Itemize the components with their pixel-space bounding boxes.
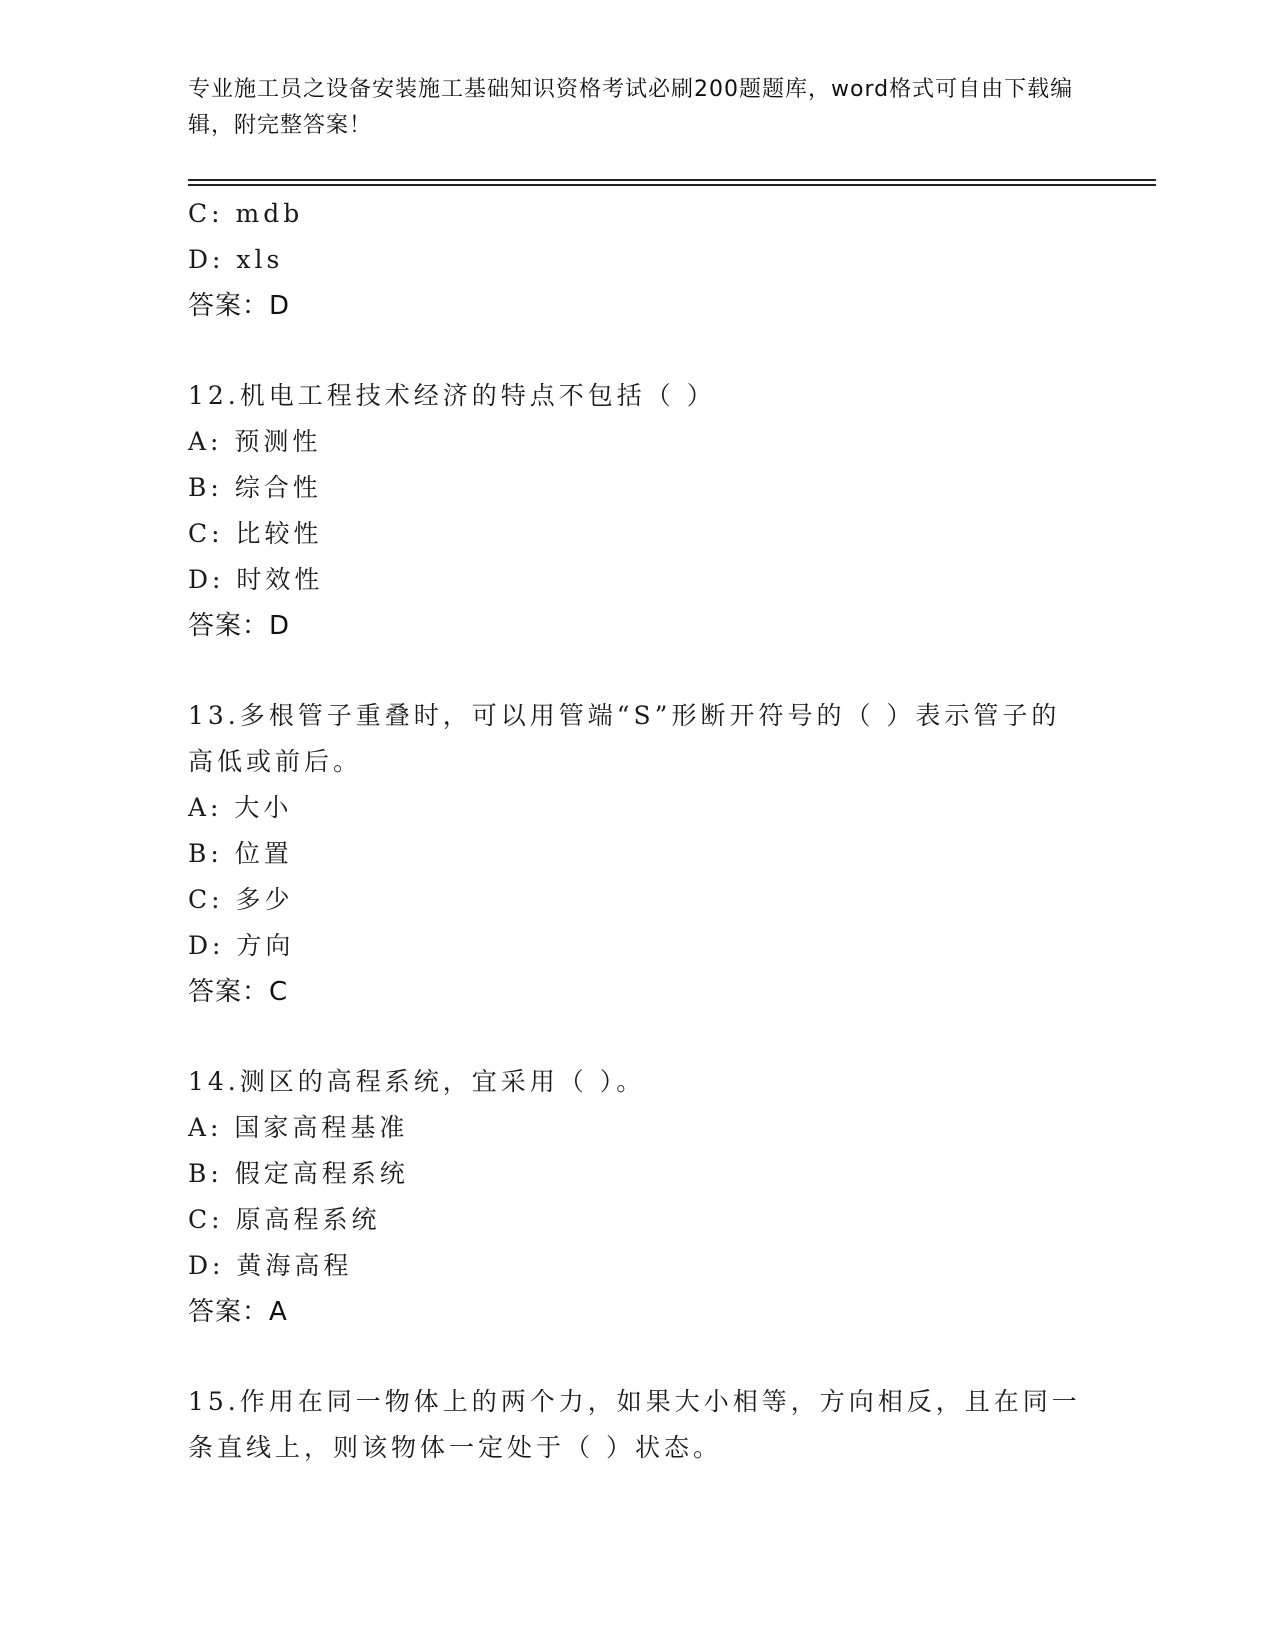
document-header: [188, 72, 1088, 144]
answer-line: 答案：A: [188, 1297, 288, 1327]
option-b: B: 综合性: [188, 473, 322, 502]
option-a: A: 预测性: [188, 427, 322, 456]
question-12: [188, 373, 1088, 649]
option-a: A: 国家高程基准: [188, 1113, 409, 1142]
document-title: 专业施工员之设备安装施工基础知识资格考试必刷200题题库，word格式可自由下载编辑，附完整答案！: [188, 77, 1074, 138]
option-d: D: 方向: [188, 931, 295, 960]
option-d: D: 黄海高程: [188, 1251, 353, 1280]
answer-line: 答案：D: [188, 291, 291, 321]
option-c: C: mdb: [188, 199, 304, 228]
option-d: D: 时效性: [188, 565, 324, 594]
header-divider-top: [188, 179, 1156, 181]
question-13: [188, 693, 1088, 1015]
question-14: [188, 1059, 1088, 1335]
option-c: C: 比较性: [188, 519, 323, 548]
question-15: [188, 1379, 1088, 1471]
option-d: D: xls: [188, 245, 284, 274]
option-c: C: 多少: [188, 885, 294, 914]
question-list: [188, 191, 1088, 1471]
option-b: B: 位置: [188, 839, 293, 868]
option-a: A: 大小: [188, 793, 293, 822]
question-11-continued: [188, 191, 1088, 329]
question-text: 13.多根管子重叠时，可以用管端“S”形断开符号的（ ）表示管子的高低或前后。: [188, 701, 1061, 776]
header-divider-bottom: [188, 184, 1156, 186]
question-text: 15.作用在同一物体上的两个力，如果大小相等，方向相反，且在同一条直线上，则该物体一定处于（ ）状态。: [188, 1387, 1081, 1462]
option-b: B: 假定高程系统: [188, 1159, 409, 1188]
answer-line: 答案：D: [188, 611, 291, 641]
question-text: 12.机电工程技术经济的特点不包括（ ）: [188, 381, 716, 410]
answer-line: 答案：C: [188, 977, 289, 1007]
option-c: C: 原高程系统: [188, 1205, 381, 1234]
question-text: 14.测区的高程系统，宜采用（ ）。: [188, 1067, 646, 1096]
